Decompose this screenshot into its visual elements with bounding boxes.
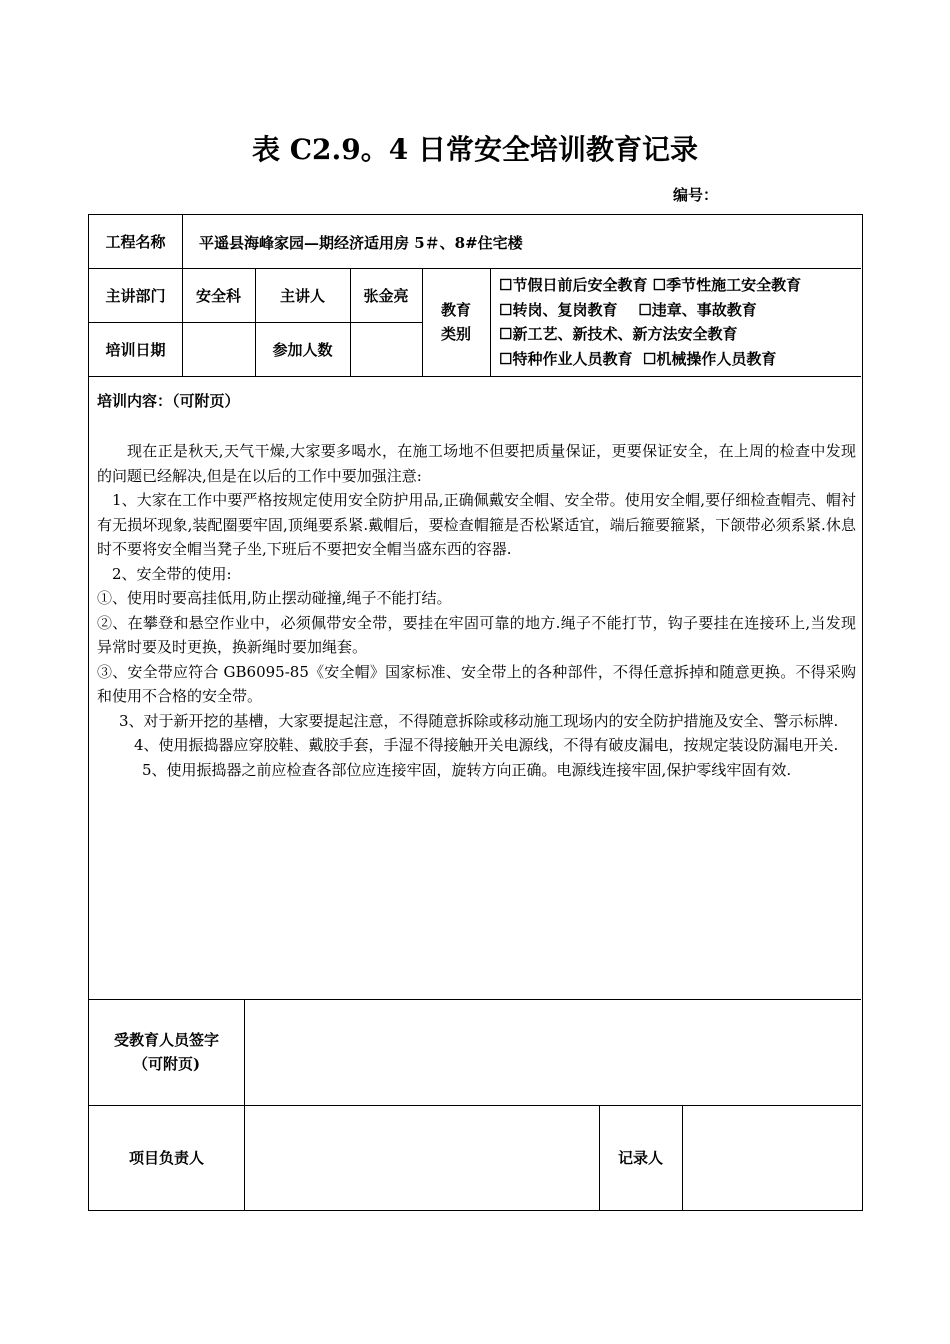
- lecture-dept-value: 安全科: [195, 286, 241, 305]
- education-type-options: [499, 273, 859, 371]
- training-date-label: 培训日期: [105, 340, 166, 359]
- recorder-label: 记录人: [617, 1149, 663, 1167]
- training-date-value[interactable]: [182, 322, 255, 376]
- project-name-label: 工程名称: [105, 233, 166, 251]
- trainee-signature-label-line1: 受教育人员签字: [113, 1031, 219, 1049]
- content-item-1: 1、大家在工作中要严格按规定使用安全防护用品,正确佩戴安全帽、安全带。使用安全帽,要仔细检查帽壳、帽衬有无损坏现象,装配圈要牢固,顶绳要系紧.戴帽后，要检查帽箍是否松紧适宜，端后箍要箍紧，下颌带必须系紧.休息时不要将安全帽当凳子坐,下班后不要把安全帽当盛东西的容器.: [97, 491, 856, 558]
- document-number-label: 编号：: [673, 186, 719, 204]
- education-type-label: [422, 268, 490, 376]
- training-record-form: [88, 214, 863, 1211]
- trainee-signature-label-line2: （可附页): [132, 1055, 201, 1073]
- content-item-2-1: ①、使用时要高挂低用,防止摆动碰撞,绳子不能打结。: [97, 589, 452, 607]
- education-type-label-line1: 教育: [440, 301, 471, 319]
- attendees-label: 参加人数: [272, 340, 333, 359]
- lecturer-label: 主讲人: [279, 286, 325, 305]
- trainee-signature-label: [89, 999, 244, 1105]
- content-item-5: 5、使用振捣器之前应检查各部位应连接牢固，旋转方向正确。电源线连接牢固,保护零线牢固有效.: [142, 760, 792, 779]
- row-divider-3: [89, 376, 861, 377]
- edu-option-line-2[interactable]: ☐转岗、复岗教育 ☐违章、事故教育: [499, 300, 757, 319]
- content-paragraph-intro: 现在正是秋天,天气干燥,大家要多喝水，在施工场地不但要把质量保证，更要保证安全，在上周的检查中发现的问题已经解决,但是在以后的工作中要加强注意:: [97, 442, 856, 485]
- document-title: 表 C2.9。4 日常安全培训教育记录: [252, 133, 698, 166]
- attendees-value[interactable]: [350, 322, 422, 376]
- edu-option-line-3[interactable]: ☐新工艺、新技术、新方法安全教育: [499, 325, 738, 343]
- content-item-3: 3、对于新开挖的基槽，大家要提起注意，不得随意拆除或移动施工现场内的安全防护措施及安全、警示标牌.: [119, 711, 839, 730]
- col-divider-e: [490, 268, 491, 376]
- project-manager-label: 项目负责人: [128, 1149, 204, 1167]
- trainee-signature-area[interactable]: [245, 1000, 861, 1105]
- lecturer-value: 张金亮: [363, 286, 409, 305]
- training-content-heading: 培训内容：（可附页）: [97, 392, 240, 410]
- content-item-4: 4、使用振捣器应穿胶鞋、戴胶手套，手湿不得接触开关电源线，不得有破皮漏电，按规定装设防漏电开关.: [134, 736, 839, 754]
- education-type-label-line2: 类别: [440, 325, 471, 343]
- content-item-2-2: ②、在攀登和悬空作业中，必须佩带安全带，要挂在牢固可靠的地方.绳子不能打节，钩子要挂在连接环上,当发现异常时要及时更换，换新绳时要加绳套。: [97, 613, 856, 656]
- edu-option-line-1[interactable]: ☐节假日前后安全教育 ☐季节性施工安全教育: [499, 276, 802, 294]
- content-item-2: 2、安全带的使用:: [112, 564, 232, 583]
- lecture-dept-label: 主讲部门: [105, 286, 166, 305]
- edu-option-line-4[interactable]: ☐特种作业人员教育 ☐机械操作人员教育: [499, 349, 777, 368]
- recorder-value[interactable]: [683, 1106, 861, 1210]
- training-content-body: [97, 439, 856, 782]
- project-name-value: 平遥县海峰家园—期经济适用房 5＃、8#住宅楼: [199, 234, 523, 252]
- project-manager-value[interactable]: [245, 1106, 599, 1210]
- content-item-2-3: ③、安全带应符合 GB6095-85《安全帽》国家标准、安全带上的各种部件，不得任意拆掉和随意更换。不得采购和使用不合格的安全带。: [97, 662, 856, 705]
